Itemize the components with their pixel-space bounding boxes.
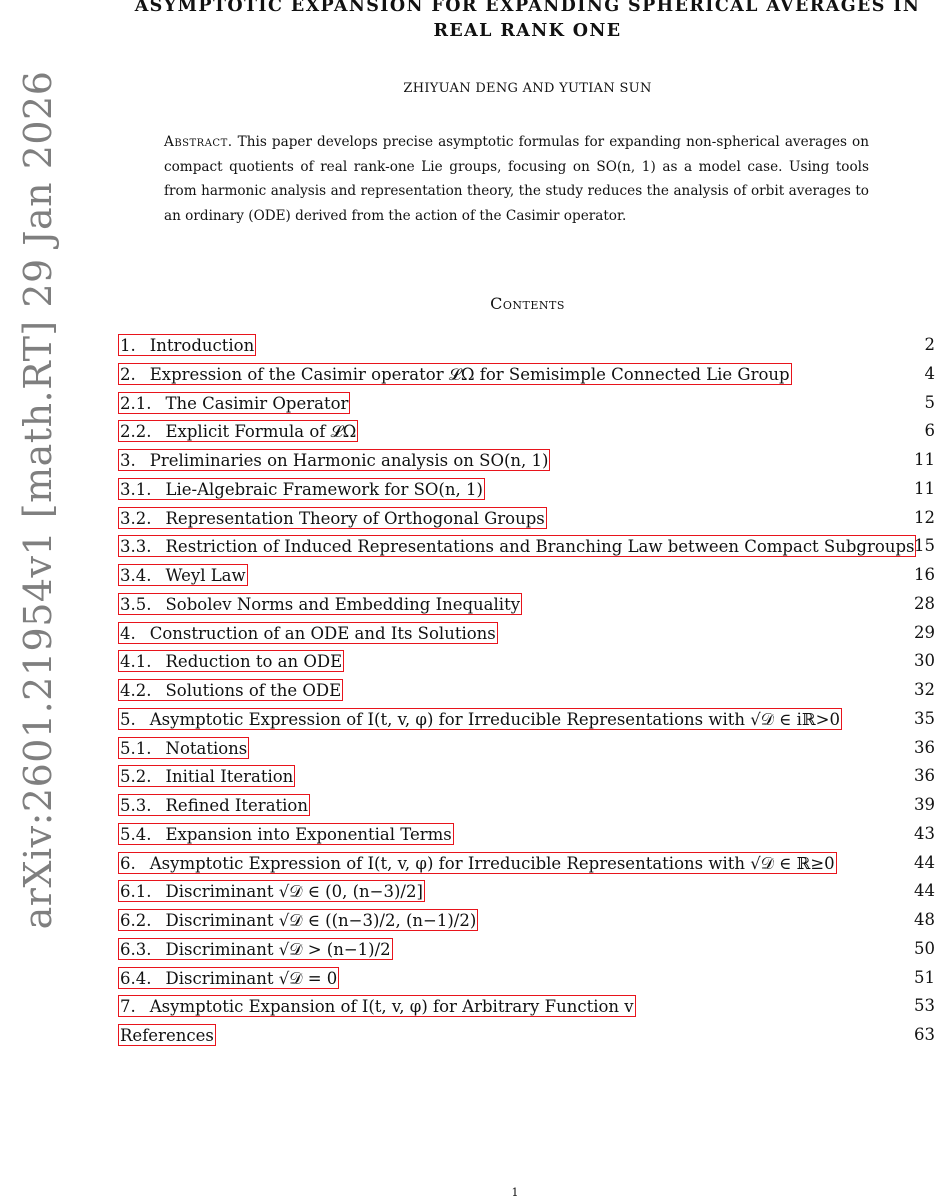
toc-entry-title: Discriminant √𝒟 ∈ (0, (n−3)/2]	[165, 882, 423, 902]
toc-entry-title: Introduction	[149, 336, 255, 355]
toc-entry	[118, 877, 935, 906]
toc-link[interactable]	[118, 363, 792, 385]
toc-entry-number: 4.1.	[120, 652, 152, 672]
toc-link[interactable]	[118, 650, 344, 672]
toc-entry-page: 44	[914, 852, 935, 872]
toc-entry-number: 1.	[120, 336, 136, 355]
toc-entry-title: Representation Theory of Orthogonal Groups	[165, 508, 545, 528]
toc-entry-number: 6.2.	[120, 911, 152, 930]
toc-entry-number: 6.4.	[120, 968, 152, 988]
abstract	[164, 130, 869, 228]
toc-entry-number: 6.3.	[120, 939, 152, 959]
toc-link[interactable]	[118, 1024, 216, 1046]
toc-link[interactable]	[118, 880, 425, 902]
toc-link[interactable]	[118, 478, 485, 500]
toc-entry	[118, 619, 935, 648]
toc-link[interactable]	[118, 852, 837, 874]
toc-entry	[118, 590, 935, 619]
toc-entry-number: 3.5.	[120, 594, 152, 614]
contents-heading: Contents	[490, 294, 565, 313]
arxiv-stamp: arXiv:2601.21954v1 [math.RT] 29 Jan 2026	[16, 70, 60, 930]
toc-entry-title: Explicit Formula of 𝓛Ω	[165, 422, 357, 442]
toc-entry-page: 36	[914, 766, 935, 786]
table-of-contents	[118, 331, 935, 1050]
toc-entry-page: 39	[914, 795, 935, 814]
toc-entry	[118, 906, 935, 935]
toc-entry-page: 36	[914, 737, 935, 757]
toc-entry	[118, 849, 935, 878]
toc-link[interactable]	[118, 679, 343, 701]
toc-entry	[118, 676, 935, 705]
toc-entry	[118, 964, 935, 993]
toc-entry	[118, 791, 935, 820]
toc-entry-page: 5	[924, 392, 935, 412]
toc-entry	[118, 561, 935, 590]
toc-link[interactable]	[118, 794, 310, 816]
toc-entry	[118, 992, 935, 1021]
toc-entry-number: 4.2.	[120, 681, 152, 700]
toc-entry-title: Asymptotic Expression of I(t, v, φ) for Irreducible Representations with √𝒟 ∈ iℝ>0	[149, 709, 840, 729]
toc-link[interactable]	[118, 737, 249, 759]
toc-entry-number: 7.	[120, 997, 136, 1017]
toc-entry-page: 63	[914, 1025, 935, 1044]
paper-authors: ZHIYUAN DENG AND YUTIAN SUN	[403, 81, 652, 96]
toc-entry-page: 15	[914, 536, 935, 556]
toc-entry	[118, 446, 935, 475]
toc-entry-title: Refined Iteration	[165, 796, 308, 815]
toc-link[interactable]	[118, 392, 350, 414]
toc-entry	[118, 762, 935, 791]
toc-entry-page: 11	[914, 450, 935, 469]
toc-entry-number: 4.	[120, 623, 136, 643]
toc-link[interactable]	[118, 564, 248, 586]
paper-title: ASYMPTOTIC EXPANSION FOR EXPANDING SPHERICAL AVERAGES IN REAL RANK ONE	[134, 0, 921, 41]
toc-entry-title: Expansion into Exponential Terms	[165, 824, 452, 844]
toc-entry-page: 4	[924, 363, 935, 383]
toc-entry-page: 44	[914, 881, 935, 901]
toc-entry-title: The Casimir Operator	[165, 393, 349, 413]
toc-entry-page: 53	[914, 996, 935, 1016]
toc-entry-number: 3.3.	[120, 537, 152, 557]
toc-entry	[118, 935, 935, 964]
toc-entry-title: Asymptotic Expression of I(t, v, φ) for Irreducible Representations with √𝒟 ∈ ℝ≥0	[149, 853, 835, 873]
toc-link[interactable]	[118, 995, 636, 1017]
toc-link[interactable]	[118, 708, 842, 730]
toc-entry	[118, 417, 935, 446]
toc-link[interactable]	[118, 967, 339, 989]
toc-entry-number: 6.	[120, 853, 136, 873]
toc-entry-number: 3.1.	[120, 479, 152, 499]
toc-entry-page: 2	[924, 335, 935, 354]
toc-entry-page: 12	[914, 507, 935, 527]
toc-entry-title: Sobolev Norms and Embedding Inequality	[165, 594, 521, 614]
toc-link[interactable]	[118, 420, 358, 442]
toc-entry-page: 28	[914, 593, 935, 613]
toc-entry-number: 2.	[120, 364, 136, 384]
toc-entry-title: Discriminant √𝒟 > (n−1)/2	[165, 939, 391, 959]
toc-entry-page: 43	[914, 823, 935, 843]
toc-entry	[118, 504, 935, 533]
toc-entry-title: Lie-Algebraic Framework for SO(n, 1)	[165, 479, 483, 499]
toc-entry-number: 5.1.	[120, 738, 152, 758]
toc-entry-number: 5.2.	[120, 767, 152, 787]
toc-link[interactable]	[118, 765, 295, 787]
toc-entry-number: 3.4.	[120, 566, 152, 585]
toc-entry	[118, 1021, 935, 1050]
toc-link[interactable]	[118, 593, 522, 615]
toc-link[interactable]	[118, 622, 498, 644]
toc-entry-title: Weyl Law	[165, 566, 246, 585]
toc-entry-page: 32	[914, 680, 935, 699]
toc-entry-number: 3.2.	[120, 508, 152, 528]
toc-entry-page: 48	[914, 910, 935, 929]
toc-entry	[118, 734, 935, 763]
toc-entry	[118, 389, 935, 418]
toc-link[interactable]	[118, 334, 256, 356]
toc-entry-title: Initial Iteration	[165, 767, 294, 787]
toc-entry-title: Restriction of Induced Representations and Branching Law between Compact Subgroups	[165, 537, 915, 557]
toc-entry-page: 11	[914, 478, 935, 498]
toc-link[interactable]	[118, 938, 393, 960]
toc-entry-number: 3.	[120, 451, 136, 470]
toc-entry	[118, 705, 935, 734]
toc-link[interactable]	[118, 449, 550, 471]
toc-entry-number: 2.1.	[120, 393, 152, 413]
toc-entry-page: 51	[914, 967, 935, 987]
toc-entry	[118, 331, 935, 360]
page-number: 1	[511, 1186, 519, 1199]
toc-entry-title: Notations	[165, 738, 248, 758]
toc-entry-title: Preliminaries on Harmonic analysis on SO(n, 1)	[149, 451, 549, 470]
toc-entry-title: Discriminant √𝒟 ∈ ((n−3)/2, (n−1)/2)	[165, 911, 477, 930]
toc-entry-number: 5.4.	[120, 824, 152, 844]
toc-entry-number: 6.1.	[120, 882, 152, 902]
abstract-text: This paper develops precise asymptotic formulas for expanding non-spherical averages on compact quotients of real rank-one Lie groups, focusing on SO(n, 1) as a model case. Using tools from harmonic analysis and representation theory, the study reduces the analysis of orbit averages to an ordinary (ODE) derived from the action of the Casimir operator.	[164, 134, 869, 224]
toc-entry-page: 50	[914, 938, 935, 958]
toc-entry-title: Asymptotic Expansion of I(t, v, φ) for Arbitrary Function v	[149, 997, 634, 1017]
toc-entry	[118, 475, 935, 504]
toc-entry	[118, 820, 935, 849]
toc-entry-page: 16	[914, 565, 935, 584]
toc-link[interactable]	[118, 535, 916, 557]
toc-entry	[118, 647, 935, 676]
toc-entry-title: Reduction to an ODE	[165, 652, 343, 672]
toc-entry-page: 30	[914, 651, 935, 671]
toc-entry-title: Solutions of the ODE	[165, 681, 342, 700]
toc-entry-number: 5.3.	[120, 796, 152, 815]
toc-entry-title: Discriminant √𝒟 = 0	[165, 968, 338, 988]
toc-link[interactable]	[118, 507, 547, 529]
toc-link[interactable]	[118, 909, 478, 931]
toc-entry-title: Construction of an ODE and Its Solutions	[149, 623, 496, 643]
toc-entry-page: 35	[914, 708, 935, 728]
toc-entry-page: 29	[914, 622, 935, 642]
toc-entry-number: 5.	[120, 709, 136, 729]
toc-entry-page: 6	[924, 421, 935, 441]
toc-entry-title: References	[120, 1026, 214, 1045]
toc-entry-number: 2.2.	[120, 422, 152, 442]
toc-entry	[118, 360, 935, 389]
abstract-label: Abstract.	[164, 134, 233, 150]
toc-entry	[118, 532, 935, 561]
toc-link[interactable]	[118, 823, 454, 845]
toc-entry-title: Expression of the Casimir operator 𝓛Ω for Semisimple Connected Lie Group	[149, 364, 790, 384]
